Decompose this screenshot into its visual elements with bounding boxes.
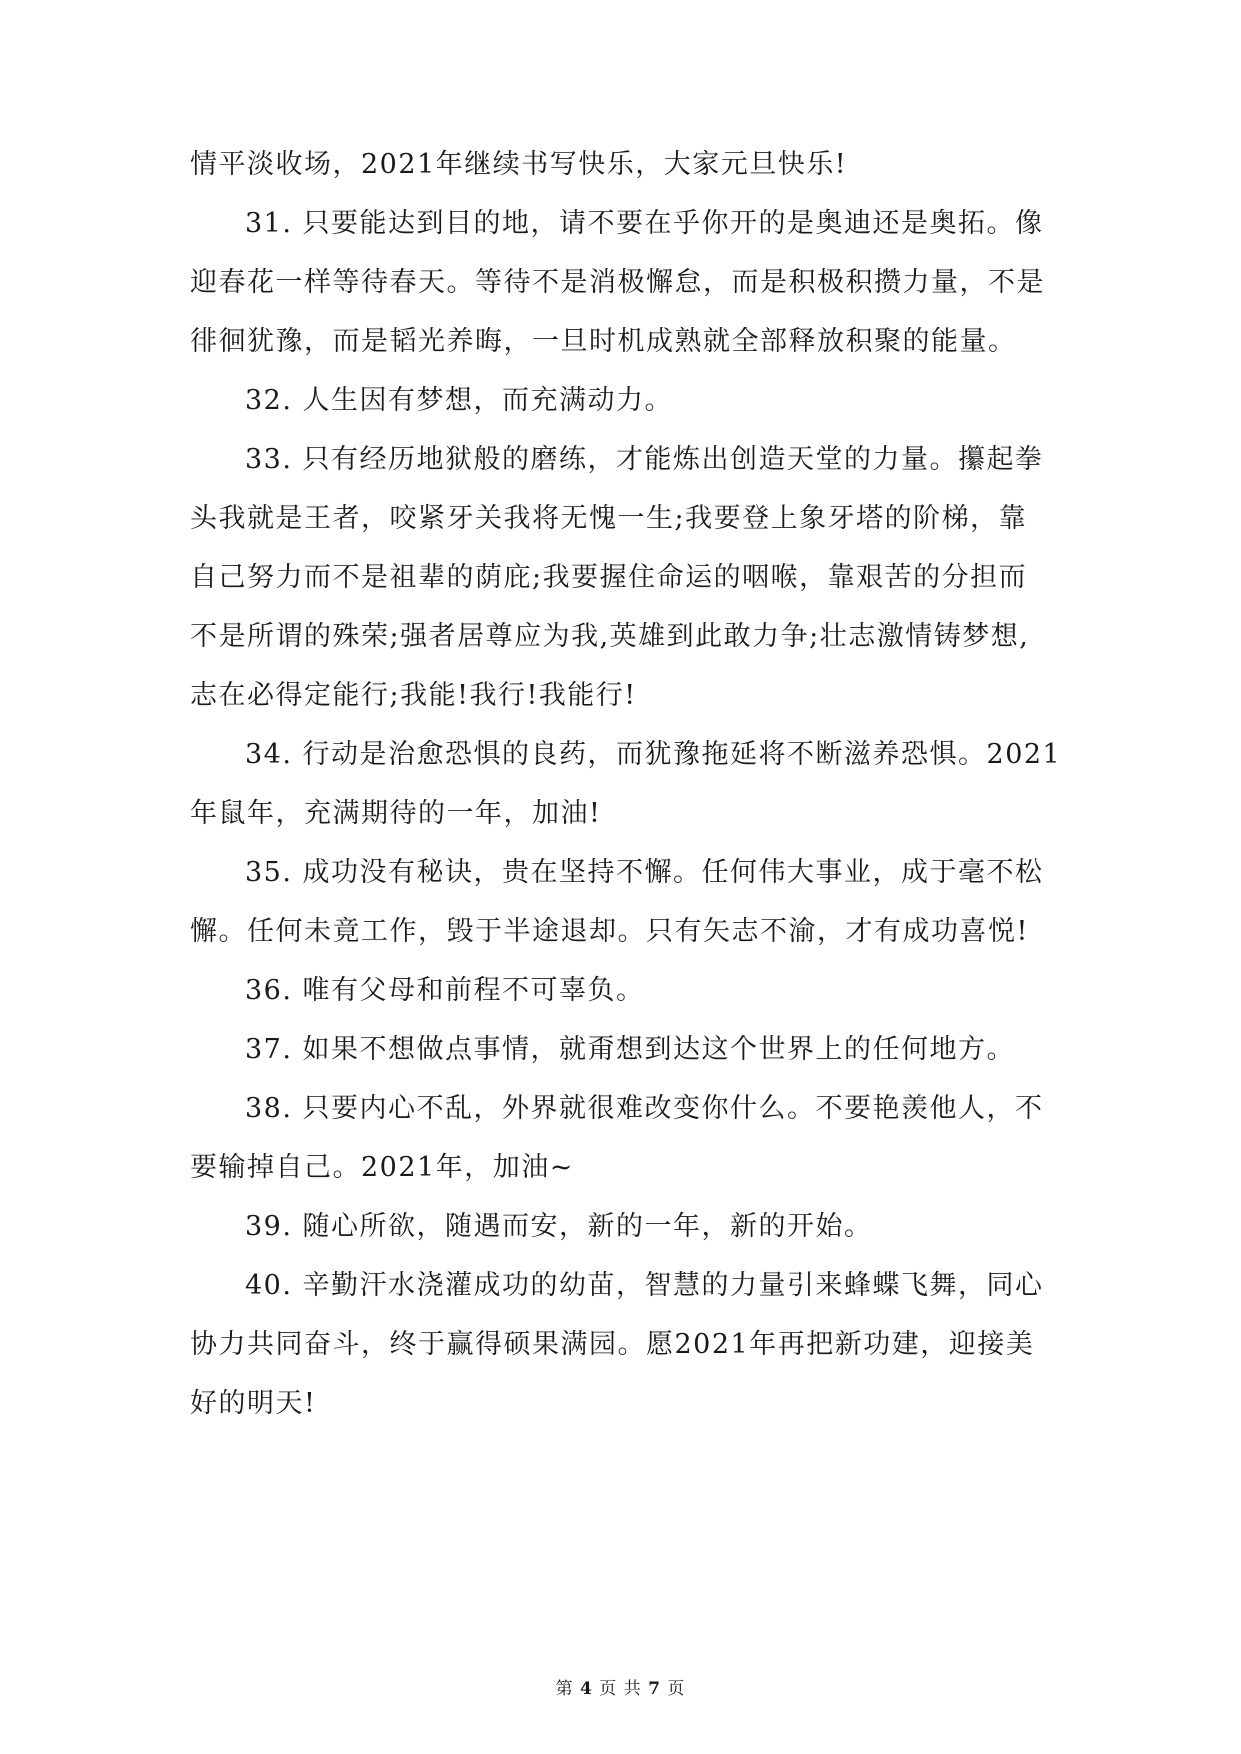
page-footer [0, 1678, 1241, 1700]
text-line: 36. 唯有父母和前程不可辜负。 [245, 975, 645, 1006]
footer-suffix: 页 [667, 1679, 686, 1699]
total-pages-number: 7 [648, 1679, 661, 1699]
text-line: 志在必得定能行;我能!我行!我能行! [190, 680, 637, 711]
text-line: 40. 辛勤汗水浇灌成功的幼苗，智慧的力量引来蜂蝶飞舞，同心 [245, 1270, 1044, 1301]
text-line: 年鼠年，充满期待的一年，加油! [190, 798, 602, 829]
text-line: 32. 人生因有梦想，而充满动力。 [245, 385, 674, 416]
footer-prefix: 第 [555, 1679, 574, 1699]
text-line: 协力共同奋斗，终于赢得硕果满园。愿2021年再把新功建，迎接美 [190, 1329, 1035, 1360]
text-line: 自己努力而不是祖辈的荫庇;我要握住命运的咽喉，靠艰苦的分担而 [190, 562, 1028, 593]
text-line: 35. 成功没有秘诀，贵在坚持不懈。任何伟大事业，成于毫不松 [245, 857, 1044, 888]
text-line: 33. 只有经历地狱般的磨练，才能炼出创造天堂的力量。攥起拳 [245, 444, 1044, 475]
text-line: 37. 如果不想做点事情，就甭想到达这个世界上的任何地方。 [245, 1034, 1016, 1065]
text-line: 不是所谓的殊荣;强者居尊应为我,英雄到此敢力争;壮志激情铸梦想, [190, 621, 1030, 652]
text-line: 38. 只要内心不乱，外界就很难改变你什么。不要艳羡他人，不 [245, 1093, 1044, 1124]
text-line: 徘徊犹豫，而是韬光养晦，一旦时机成熟就全部释放积聚的能量。 [190, 326, 1017, 357]
text-line: 好的明天! [190, 1388, 317, 1419]
text-line: 懈。任何未竟工作，毁于半途退却。只有矢志不渝，才有成功喜悦! [190, 916, 1029, 947]
text-line: 迎春花一样等待春天。等待不是消极懈怠，而是积极积攒力量，不是 [190, 267, 1045, 298]
text-line: 31. 只要能达到目的地，请不要在乎你开的是奥迪还是奥拓。像 [245, 208, 1044, 239]
text-line: 情平淡收场，2021年继续书写快乐，大家元旦快乐! [190, 149, 848, 180]
text-line: 34. 行动是治愈恐惧的良药，而犹豫拖延将不断滋养恐惧。2021 [245, 739, 1062, 770]
text-line: 要输掉自己。2021年，加油~ [190, 1152, 574, 1183]
text-line: 39. 随心所欲，随遇而安，新的一年，新的开始。 [245, 1211, 873, 1242]
text-line: 头我就是王者，咬紧牙关我将无愧一生;我要登上象牙塔的阶梯，靠 [190, 503, 1028, 534]
footer-middle: 页 共 [599, 1679, 642, 1699]
current-page-number: 4 [580, 1679, 593, 1699]
